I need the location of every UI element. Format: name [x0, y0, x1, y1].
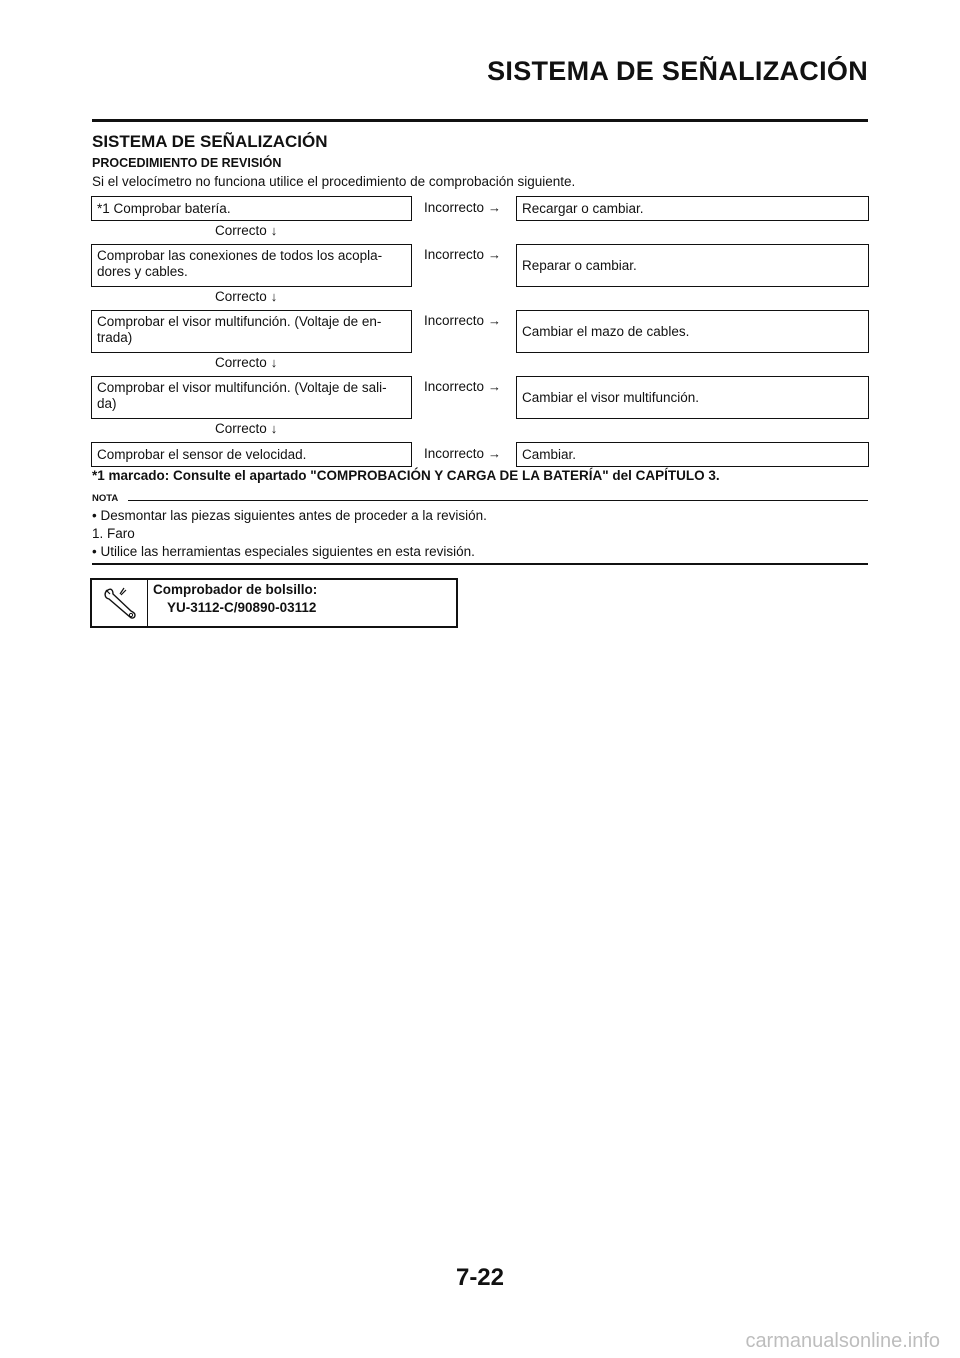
flow-check-text: Comprobar el visor multifunción. (Voltaje de en-: [97, 314, 382, 329]
arrow-right-icon: →: [488, 247, 502, 262]
flow-check-box: [91, 310, 412, 353]
correct-label: Correcto ↓: [215, 355, 278, 370]
flow-check-text: Comprobar el visor multifunción. (Voltaje de sali-: [97, 380, 387, 395]
flow-action-box: [516, 376, 869, 419]
wrench-icon: [100, 584, 140, 622]
intro-text: Si el velocímetro no funciona utilice el procedimiento de comprobación siguiente.: [92, 174, 576, 189]
flow-check-text: *1 Comprobar batería.: [97, 200, 231, 216]
incorrect-label: Incorrecto →: [424, 247, 502, 262]
tool-code: YU-3112-C/90890-03112: [167, 600, 317, 615]
tool-name: Comprobador de bolsillo:: [153, 582, 318, 597]
flow-action-text: Cambiar el visor multifunción.: [522, 389, 700, 405]
incorrect-label: Incorrecto →: [424, 379, 502, 394]
flow-action-box: [516, 244, 869, 287]
nota-item: • Utilice las herramientas especiales siguientes en esta revisión.: [92, 544, 475, 559]
flow-action-text: Reparar o cambiar.: [522, 257, 637, 273]
flow-check-box: [91, 196, 412, 221]
arrow-down-icon: ↓: [270, 355, 278, 370]
page-number: 7-22: [455, 1264, 505, 1291]
special-tool-box: [90, 578, 458, 628]
flow-check-text: trada): [97, 330, 133, 345]
flow-action-box: [516, 442, 869, 467]
flow-check-box: [91, 244, 412, 287]
watermark: carmanualsonline.info: [745, 1330, 940, 1352]
correct-label: Correcto ↓: [215, 289, 278, 304]
nota-label: NOTA: [92, 493, 119, 504]
flow-action-box: [516, 196, 869, 221]
tool-icon-cell: [92, 580, 148, 626]
nota-item: 1. Faro: [92, 526, 135, 541]
nota-end-divider: [92, 563, 868, 565]
flow-check-text: Comprobar las conexiones de todos los acopla-: [97, 248, 383, 263]
correct-label: Correcto ↓: [215, 421, 278, 436]
procedure-subheading: PROCEDIMIENTO DE REVISIÓN: [92, 156, 282, 170]
page-header-title: SISTEMA DE SEÑALIZACIÓN: [487, 56, 868, 86]
arrow-right-icon: →: [488, 446, 502, 461]
flow-action-text: Recargar o cambiar.: [522, 200, 644, 216]
flow-check-box: [91, 442, 412, 467]
header-divider: [92, 119, 868, 122]
arrow-right-icon: →: [488, 313, 502, 328]
flow-action-box: [516, 310, 869, 353]
flow-check-text: Comprobar el sensor de velocidad.: [97, 446, 307, 462]
flow-check-text: da): [97, 396, 117, 411]
flow-check-box: [91, 376, 412, 419]
nota-item: • Desmontar las piezas siguientes antes de proceder a la revisión.: [92, 508, 487, 523]
incorrect-label: Incorrecto →: [424, 200, 502, 215]
incorrect-label: Incorrecto →: [424, 446, 502, 461]
footnote: *1 marcado: Consulte el apartado "COMPROBACIÓN Y CARGA DE LA BATERÍA" del CAPÍTULO 3.: [92, 468, 720, 483]
correct-label: Correcto ↓: [215, 223, 278, 238]
arrow-down-icon: ↓: [270, 289, 278, 304]
arrow-down-icon: ↓: [270, 223, 278, 238]
nota-divider: [128, 500, 868, 501]
flow-check-text: dores y cables.: [97, 264, 188, 279]
arrow-right-icon: →: [488, 200, 502, 215]
arrow-down-icon: ↓: [270, 421, 278, 436]
flow-action-text: Cambiar el mazo de cables.: [522, 323, 690, 339]
incorrect-label: Incorrecto →: [424, 313, 502, 328]
section-title: SISTEMA DE SEÑALIZACIÓN: [92, 132, 328, 151]
flow-action-text: Cambiar.: [522, 446, 577, 462]
arrow-right-icon: →: [488, 379, 502, 394]
